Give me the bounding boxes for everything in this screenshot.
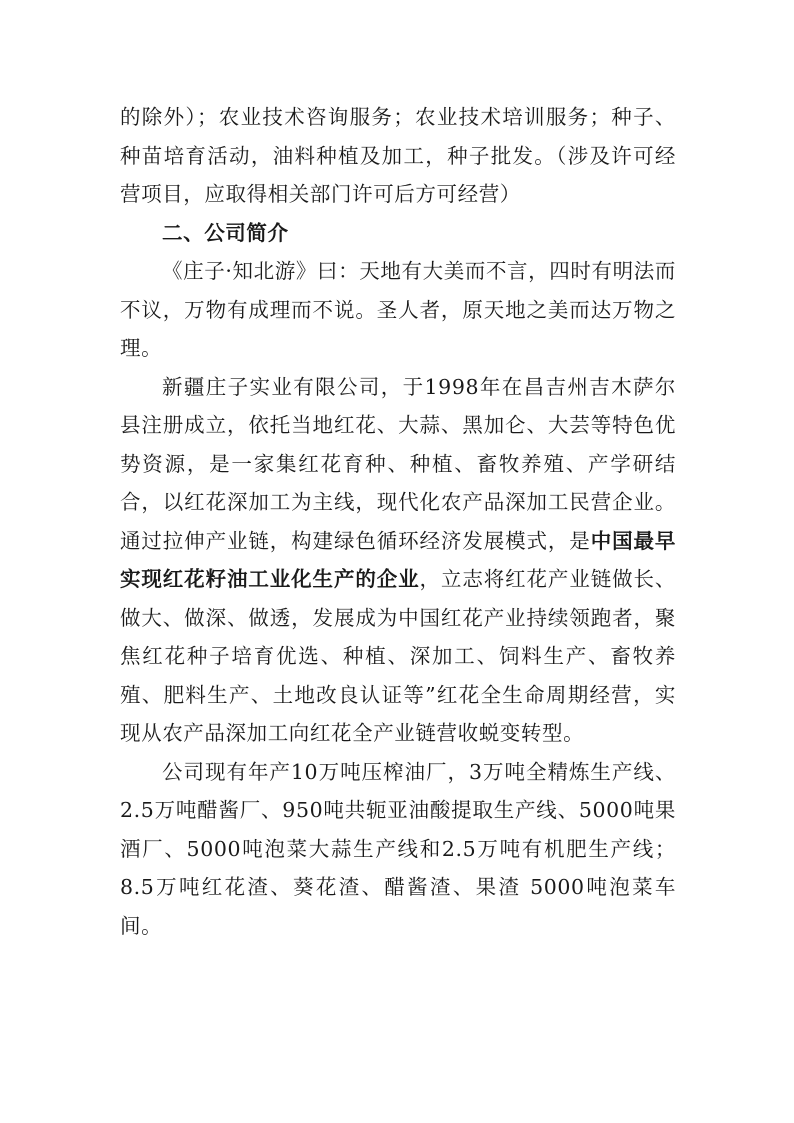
company-highlight-bold: 中国最早实现红花籽油工业化生产的企业 bbox=[120, 528, 676, 591]
company-overview-paragraph bbox=[120, 368, 676, 753]
production-capacity-paragraph: 公司现有年产10万吨压榨油厂，3万吨全精炼生产线、2.5万吨醋酱厂、950吨共轭亚油酸提取生产线、5000吨果酒厂、5000吨泡菜大蒜生产线和2.5万吨有机肥生产线；8.5万吨红花渣、葵花渣、醋酱渣、果渣 5000吨泡菜车间。 bbox=[120, 759, 676, 938]
document-page bbox=[120, 98, 676, 945]
section-heading-company-intro: 二、公司简介 bbox=[162, 220, 289, 245]
company-overview-text-end: ，立志将红花产业链做长、做大、做深、做透，发展成为中国红花产业持续领跑者，聚焦红花种子培育优选、种植、深加工、饲料生产、畜牧养殖、肥料生产、土地改良认证等”红花全生命周期经营，实现从农产品深加工向红花全产业链营收蜕变转型。 bbox=[120, 567, 676, 745]
company-overview-text-start: 新疆庄子实业有限公司，于1998年在昌吉州吉木萨尔县注册成立，依托当地红花、大蒜、黑加仑、大芸等特色优势资源，是一家集红花育种、种植、畜牧养殖、产学研结合，以红花深加工为主线，现代化农产品深加工民营企业。通过拉伸产业链，构建绿色循环经济发展模式，是 bbox=[120, 374, 676, 553]
business-scope-paragraph: 的除外）；农业技术咨询服务；农业技术培训服务；种子、种苗培育活动，油料种植及加工，种子批发。（涉及许可经营项目，应取得相关部门许可后方可经营） bbox=[120, 105, 676, 206]
zhuangzi-quote-paragraph: 《庄子·知北游》曰：天地有大美而不言，四时有明法而不议，万物有成理而不说。圣人者，原天地之美而达万物之理。 bbox=[120, 259, 676, 360]
